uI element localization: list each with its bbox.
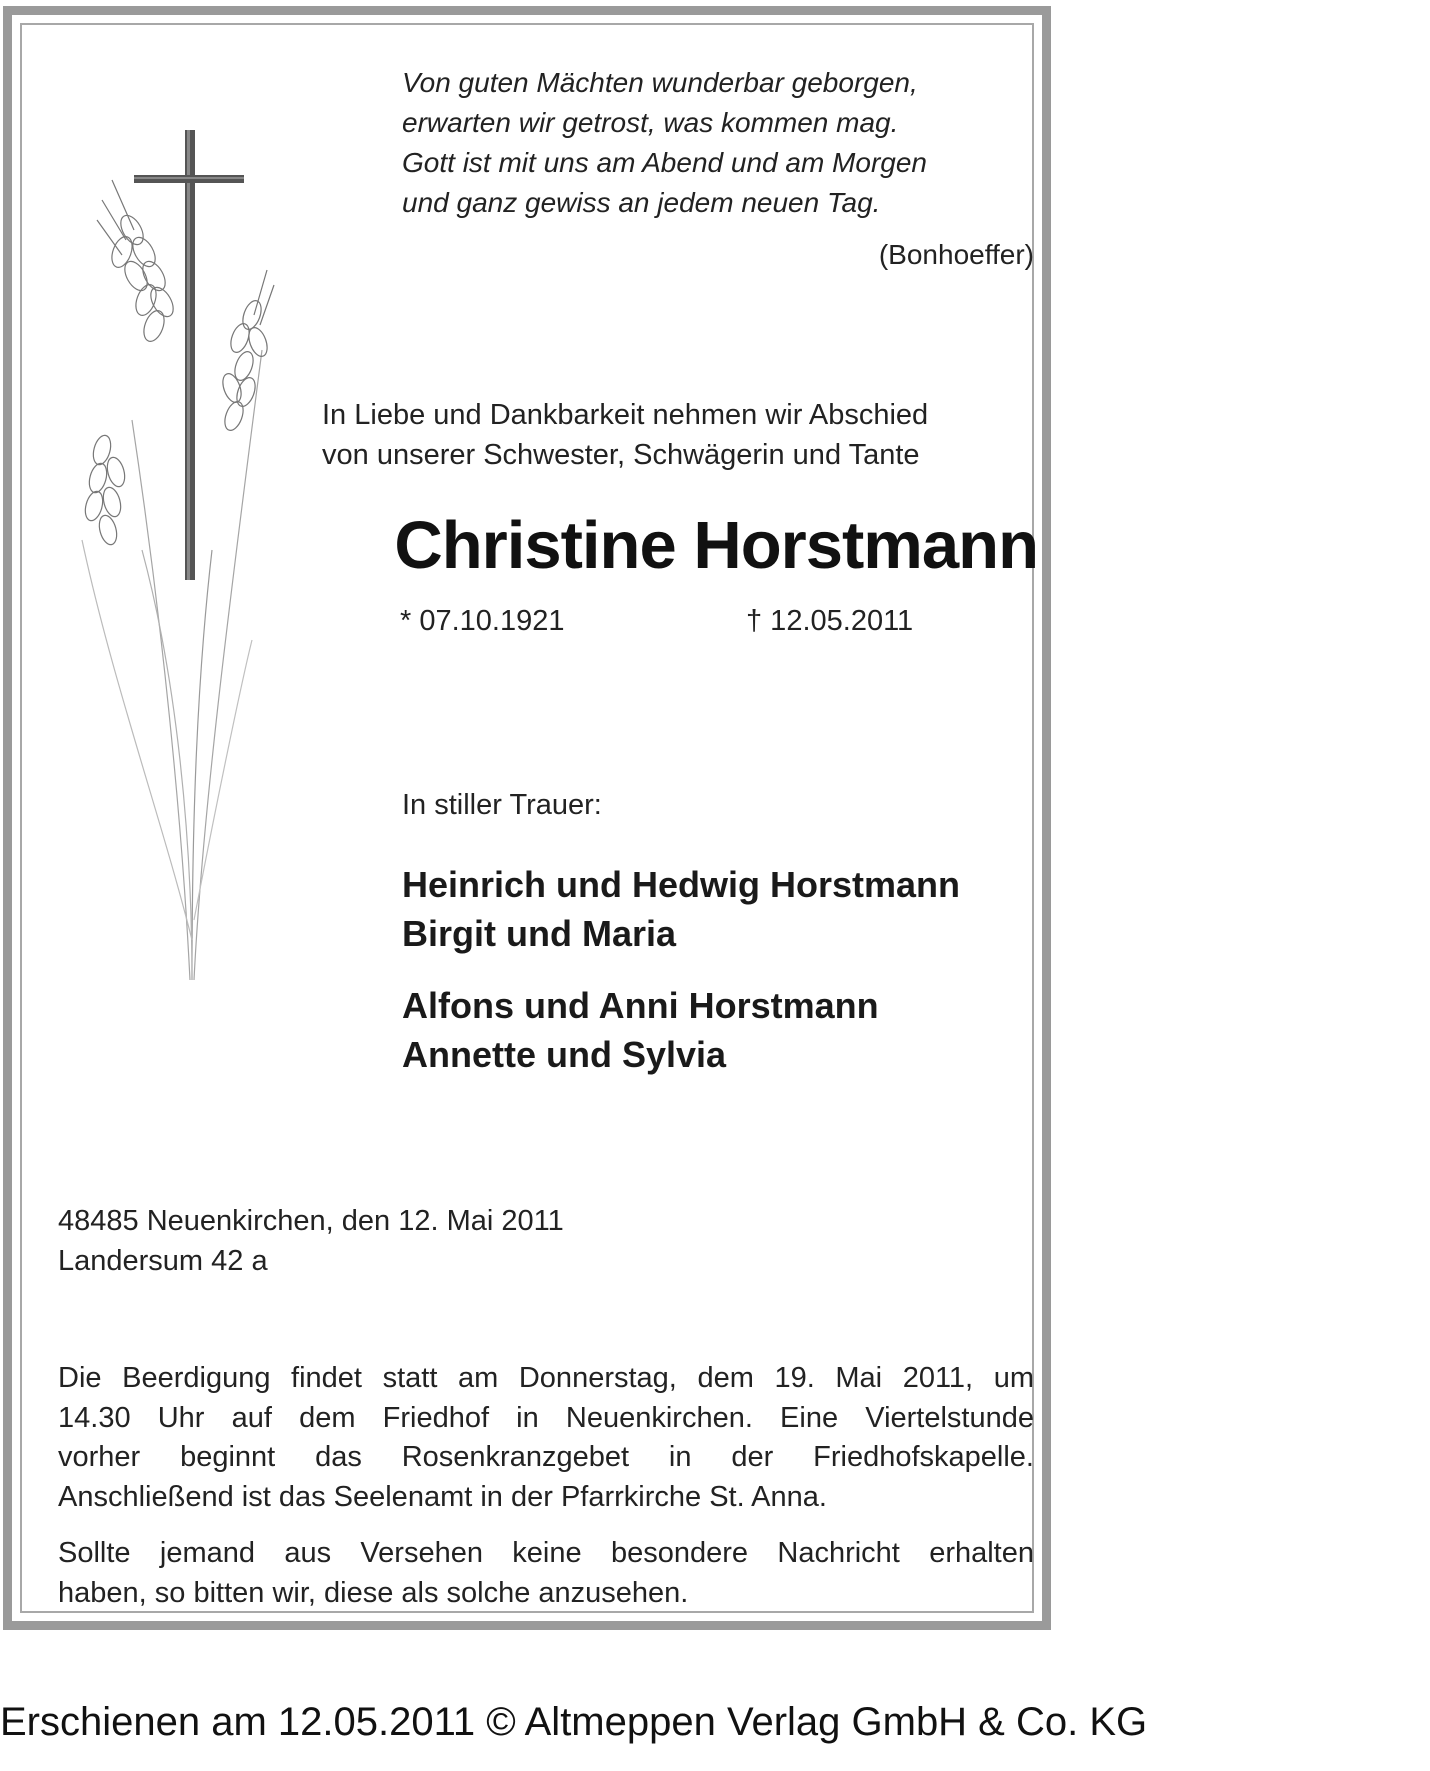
quote-line: Gott ist mit uns am Abend und am Morgen — [402, 147, 927, 178]
quote-source: (Bonhoeffer) — [878, 239, 1034, 270]
bonhoeffer-quote — [402, 63, 1042, 223]
quote-line: Von guten Mächten wunderbar geborgen, — [402, 67, 918, 98]
obituary-notice — [3, 6, 1051, 1630]
address-line: Landersum 42 a — [58, 1245, 268, 1277]
funeral-line: Die Beerdigung findet statt am Donnerstag, dem 19. Mai 2011, um — [58, 1362, 1034, 1394]
place-and-address — [58, 1201, 564, 1281]
mourner-group — [402, 981, 879, 1079]
mourner-name: Annette und Sylvia — [402, 1034, 727, 1075]
notice-inner-border — [20, 23, 1038, 1613]
intro-line: von unserer Schwester, Schwägerin und Tante — [322, 439, 920, 471]
publication-credit: Erschienen am 12.05.2011 © Altmeppen Verlag GmbH & Co. KG — [0, 1700, 1148, 1744]
funeral-line: Anschließend ist das Seelenamt in der Pfarrkirche St. Anna. — [58, 1480, 827, 1513]
birth-date: * 07.10.1921 — [400, 605, 565, 637]
deceased-name: Christine Horstmann — [394, 508, 1038, 583]
farewell-intro — [322, 395, 1034, 475]
note-line: haben, so bitten wir, diese als solche anzusehen. — [58, 1576, 689, 1609]
funeral-line: vorher beginnt das Rosenkranzgebet in der Friedhofskapelle. — [58, 1441, 1034, 1473]
intro-line: In Liebe und Dankbarkeit nehmen wir Abschied — [322, 399, 929, 431]
wheat-ears-icon — [82, 180, 274, 980]
funeral-line: 14.30 Uhr auf dem Friedhof in Neuenkirchen. Eine Viertelstunde — [58, 1401, 1034, 1434]
mourner-name: Birgit und Maria — [402, 913, 677, 954]
quote-line: und ganz gewiss an jedem neuen Tag. — [402, 187, 881, 218]
mourning-label: In stiller Trauer: — [402, 789, 602, 821]
funeral-details — [58, 1359, 1034, 1517]
cross-icon — [134, 130, 244, 580]
address-line: 48485 Neuenkirchen, den 12. Mai 2011 — [58, 1205, 564, 1237]
note-line: Sollte jemand aus Versehen keine besondere Nachricht erhalten — [58, 1537, 1034, 1569]
notification-note — [58, 1534, 1034, 1613]
mourner-name: Heinrich und Hedwig Horstmann — [402, 864, 961, 905]
cross-wheat-ornament — [42, 120, 302, 980]
mourner-name: Alfons und Anni Horstmann — [402, 985, 879, 1026]
mourner-group — [402, 860, 960, 958]
death-date: † 12.05.2011 — [746, 605, 914, 637]
quote-line: erwarten wir getrost, was kommen mag. — [402, 107, 899, 138]
